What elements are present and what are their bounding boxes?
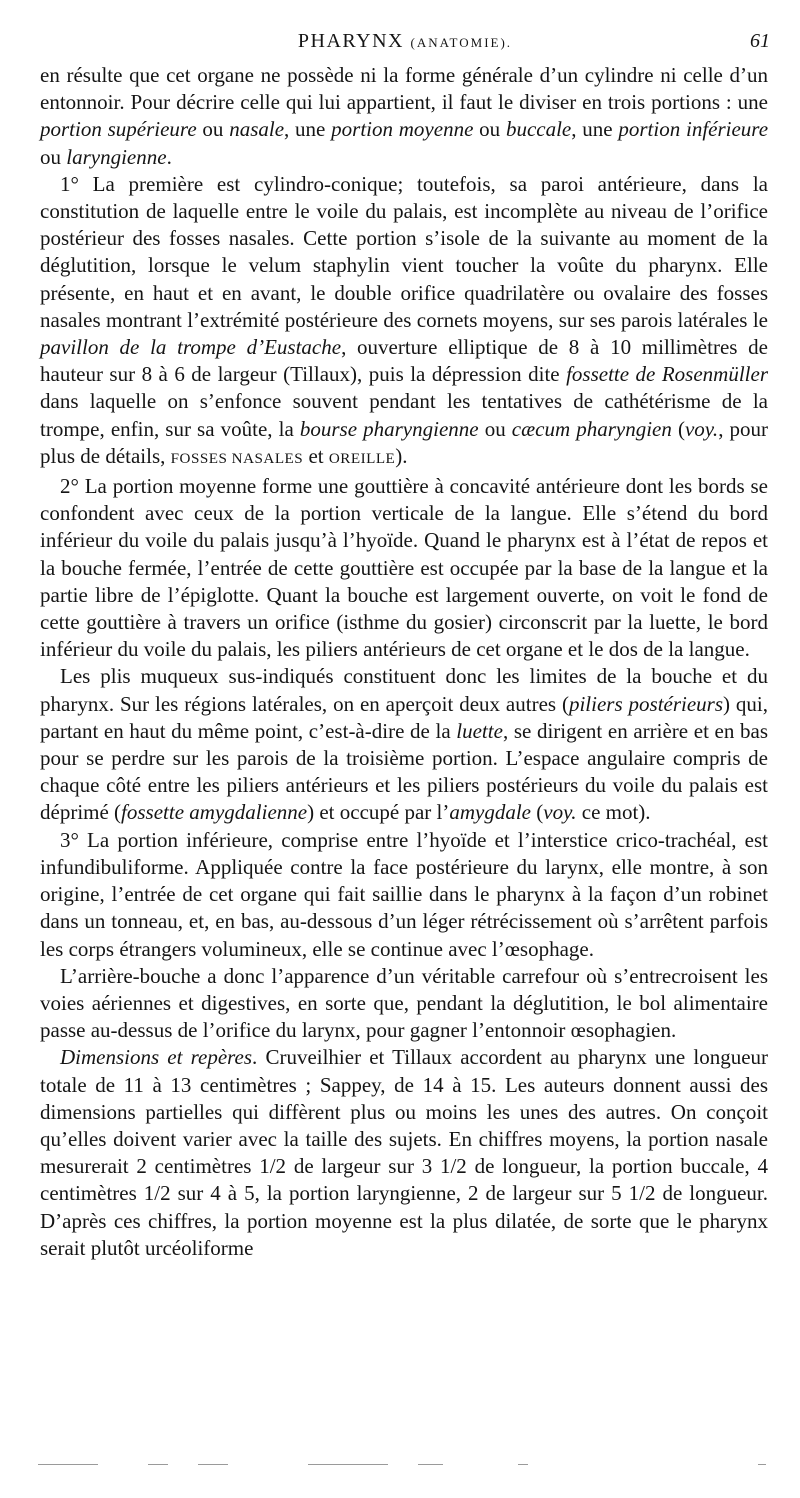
text-run: , pour plus de détails, bbox=[40, 416, 769, 468]
text-run: , ouverture elliptique de 8 à 10 millimètres de hauteur sur 8 à 6 de largeur (Tillaux), puis la dépression dite bbox=[40, 335, 768, 387]
italic-term: pavillon de la trompe d’Eustache bbox=[40, 335, 342, 360]
paragraph bbox=[40, 473, 768, 663]
running-title bbox=[40, 30, 770, 53]
italic-term: luette bbox=[456, 718, 503, 743]
article-body bbox=[40, 62, 768, 1262]
text-run: et bbox=[303, 443, 329, 468]
italic-term: bourse pharyngienne bbox=[299, 416, 479, 441]
text-run: 1° La première est cylindro-conique; toutefois, sa paroi antérieure, dans la constitution de laquelle entre le voile du palais, est incomplète au niveau de l’orifice postérieur des fosses nasales. Cette portion s’isole de la suivante au moment de la déglutition, lorsque le velum staphylin vient toucher la voûte du pharynx. Elle présente, en haut et en avant, le double orifice quadrilatère ou ovalaire des fosses nasales montrant l’extrémité postérieure des cornets moyens, sur ses parois latérales le bbox=[40, 171, 768, 332]
paragraph bbox=[40, 963, 768, 1045]
small-caps-reference: OREILLE bbox=[328, 450, 396, 467]
italic-term: laryngienne bbox=[66, 144, 167, 169]
italic-term: fossette amygdalienne bbox=[121, 800, 308, 825]
italic-term: voy. bbox=[684, 416, 719, 441]
paragraph bbox=[40, 62, 768, 171]
text-run: ( bbox=[531, 800, 544, 825]
italic-term: Dimensions et repères bbox=[60, 1045, 253, 1070]
text-run: 3° La portion inférieure, comprise entre l’hyoïde et l’interstice crico-trachéal, est infundibuliforme. Appliquée contre la face postérieure du larynx, elle montre, à son origine, l’entrée de cet organe qui fait saillie dans le pharynx à la façon d’un robinet dans un tonneau, et, en bas, au-dessous d’un léger rétrécissement où s’arrêtent parfois les corps étrangers volumineux, elle se continue avec l’œsophage. bbox=[40, 827, 768, 961]
italic-term: portion inférieure bbox=[618, 117, 769, 142]
running-title-main: PHARYNX bbox=[297, 30, 404, 52]
italic-term: voy. bbox=[543, 800, 577, 825]
text-run: L’arrière-bouche a donc l’apparence d’un véritable carrefour où s’entrecroisent les voies aériennes et digestives, en sorte que, pendant la déglutition, le bol alimentaire passe au-dessus de l’orifice du larynx, pour gagner l’entonnoir œsophagien. bbox=[40, 963, 768, 1043]
italic-term: portion supérieure bbox=[40, 117, 197, 142]
paragraph bbox=[40, 663, 768, 826]
italic-term: amygdale bbox=[449, 800, 532, 825]
running-header bbox=[40, 30, 770, 60]
text-run: 2° La portion moyenne forme une gouttière à concavité antérieure dont les bords se confondent avec ceux de la portion verticale de la langue. Elle s’étend du bord inférieur du voile du palais jusqu’à l’hyoïde. Quand le pharynx est à l’état de repos et la bouche fermée, l’entrée de cette gouttière est occupée par la base de la langue et la partie libre de l’épiglotte. Quant la bouche est largement ouverte, on voit le fond de cette gouttière à travers un orifice (isthme du gosier) circonscrit par la luette, le bord inférieur du voile du palais, les piliers antérieurs de cet organe et le dos de la langue. bbox=[40, 474, 768, 662]
text-run: ) et occupé par l’ bbox=[307, 800, 450, 825]
italic-term: portion moyenne bbox=[331, 117, 474, 142]
italic-term: piliers postérieurs bbox=[568, 691, 724, 716]
page-number: 61 bbox=[750, 30, 770, 52]
text-run: ou bbox=[40, 144, 67, 169]
text-run: . bbox=[166, 144, 172, 169]
bottom-scan-artifact bbox=[38, 1462, 758, 1468]
text-run: . Cruveilhier et Tillaux accordent au pharynx une longueur totale de 11 à 13 centimètres ; Sappey, de 14 à 15. Les auteurs donnent aussi des dimensions partielles qui diffèrent plus ou moins les unes des autres. On conçoit qu’elles doivent varier avec la taille des sujets. En chiffres moyens, la portion nasale mesurerait 2 centimètres 1/2 de largeur sur 3 1/2 de longueur, la portion buccale, 4 centimètres 1/2 sur 4 à 5, la portion laryngienne, 2 de largeur sur 5 1/2 de longueur. D’après ces chiffres, la portion moyenne est la plus dilatée, de sorte que le pharynx serait plutôt urcéoliforme bbox=[40, 1045, 769, 1260]
text-run: ou bbox=[473, 117, 506, 142]
small-caps-reference: FOSSES NASALES bbox=[170, 450, 304, 467]
paragraph bbox=[40, 1044, 768, 1262]
text-run: ( bbox=[671, 416, 685, 441]
text-run: ) qui, partant en haut du même point, c’est-à-dire de la bbox=[40, 691, 769, 743]
text-run: , une bbox=[284, 117, 332, 142]
running-title-subtitle: (ANATOMIE). bbox=[410, 35, 513, 50]
text-run: ou bbox=[196, 117, 230, 142]
text-run: ). bbox=[395, 443, 408, 468]
italic-term: cæcum pharyngien bbox=[511, 416, 672, 441]
paragraph bbox=[40, 171, 768, 473]
text-run: , se dirigent en arrière et en bas pour se perdre sur les parois de la troisième portion. L’espace angulaire compris de chaque côté entre les piliers antérieurs et les piliers postérieurs du voile du palais est déprimé ( bbox=[40, 718, 768, 825]
italic-term: fossette de Rosenmüller bbox=[566, 362, 768, 387]
text-run: en résulte que cet organe ne possède ni la forme générale d’un cylindre ni celle d’un entonnoir. Pour décrire celle qui lui appartient, il faut le diviser en trois portions : une bbox=[40, 63, 768, 115]
italic-term: nasale bbox=[229, 117, 285, 142]
text-run: , une bbox=[571, 117, 619, 142]
text-run: Les plis muqueux sus-indiqués constituent donc les limites de la bouche et du pharynx. Sur les régions latérales, on en aperçoit deux autres ( bbox=[40, 664, 768, 716]
text-run: ce mot). bbox=[576, 800, 651, 825]
text-run: dans laquelle on s’enfonce souvent pendant les tentatives de cathétérisme de la trompe, enfin, sur sa voûte, la bbox=[40, 389, 768, 441]
paragraph bbox=[40, 827, 768, 963]
text-run: ou bbox=[478, 416, 512, 441]
italic-term: buccale bbox=[505, 117, 572, 142]
